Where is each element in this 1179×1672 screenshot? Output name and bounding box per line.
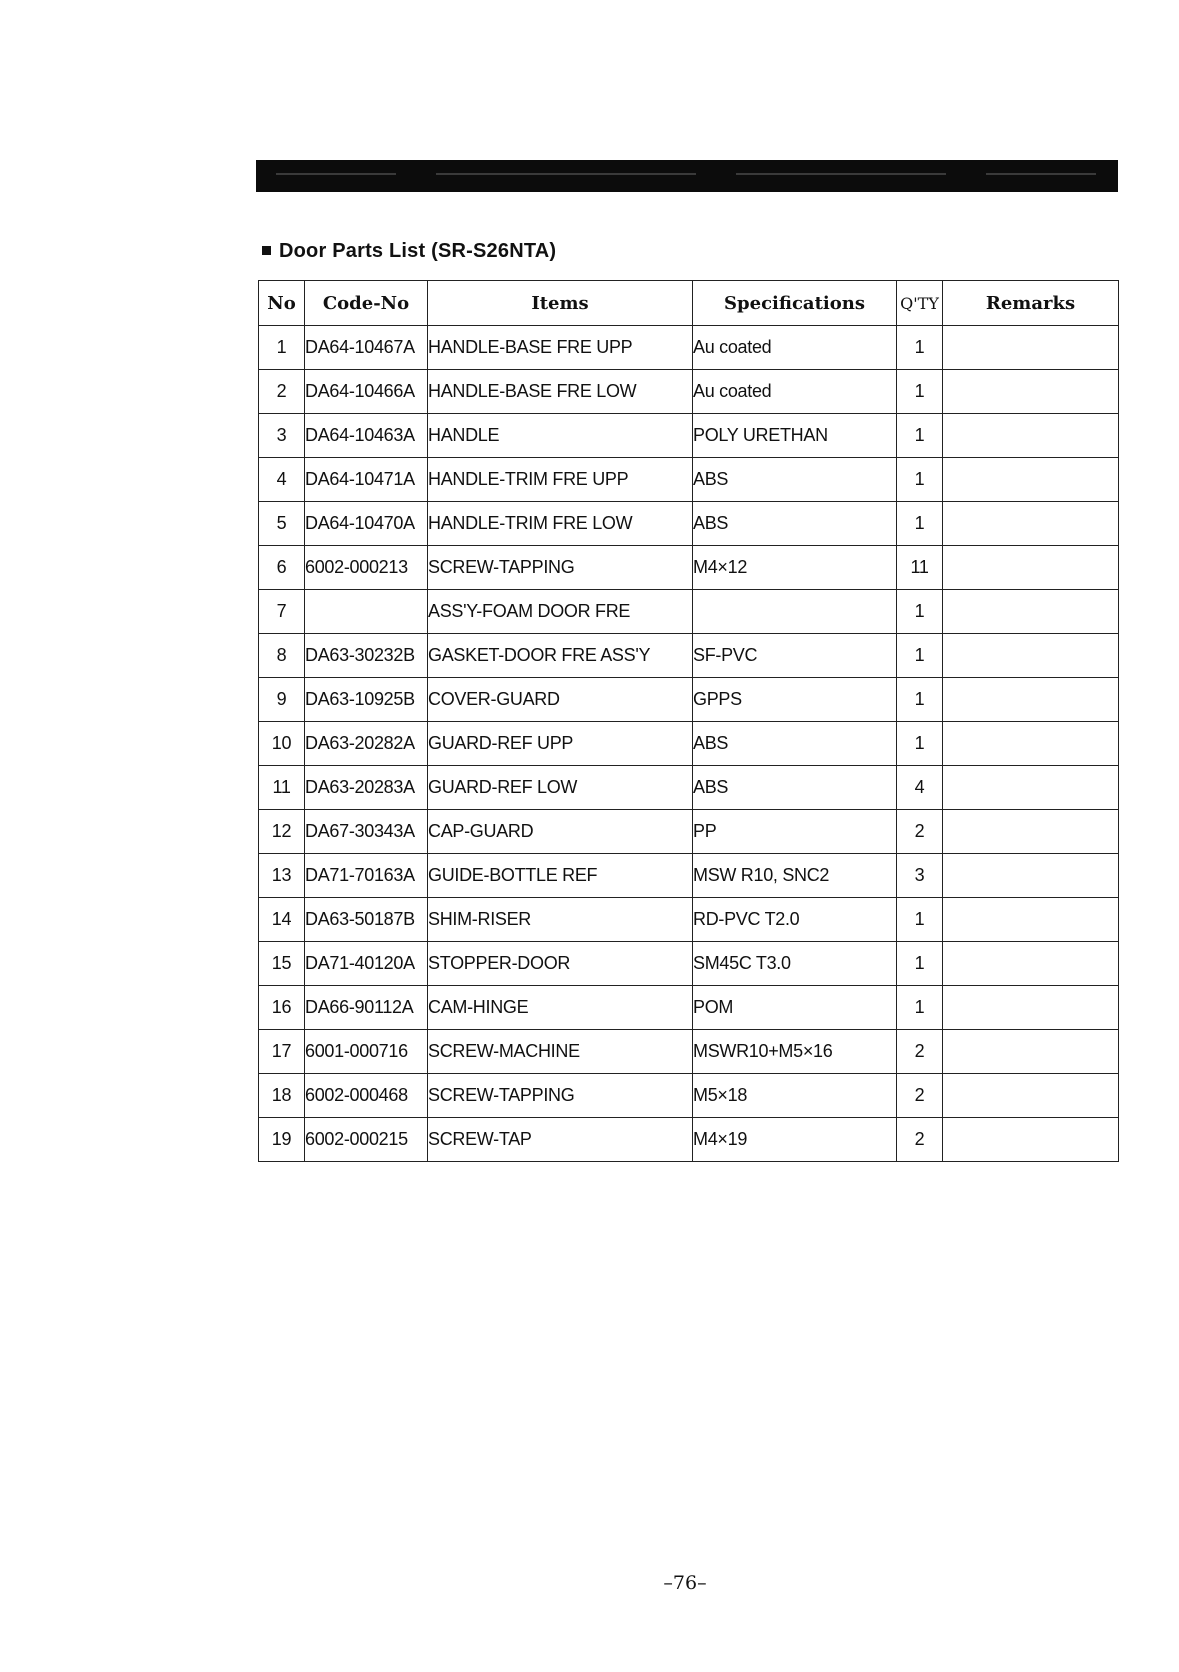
code-number-cell: DA63-20282A (305, 722, 428, 766)
row-number-cell: 1 (259, 326, 305, 370)
item-name-cell: HANDLE-TRIM FRE LOW (428, 502, 693, 546)
table-row (259, 1074, 1119, 1118)
table-row (259, 502, 1119, 546)
table-row (259, 898, 1119, 942)
table-row (259, 1118, 1119, 1162)
table-row (259, 414, 1119, 458)
code-number-cell: 6002-000215 (305, 1118, 428, 1162)
column-header-qty: Q'TY (897, 281, 943, 326)
row-number-cell: 18 (259, 1074, 305, 1118)
table-row (259, 986, 1119, 1030)
column-header-code: Code-No (305, 281, 428, 326)
row-number-cell: 11 (259, 766, 305, 810)
remarks-cell (943, 1074, 1119, 1118)
quantity-cell: 1 (897, 942, 943, 986)
specification-cell: POM (693, 986, 897, 1030)
specification-cell: ABS (693, 722, 897, 766)
item-name-cell: CAM-HINGE (428, 986, 693, 1030)
quantity-cell: 4 (897, 766, 943, 810)
item-name-cell: ASS'Y-FOAM DOOR FRE (428, 590, 693, 634)
quantity-cell: 1 (897, 678, 943, 722)
table-row (259, 546, 1119, 590)
item-name-cell: GUARD-REF LOW (428, 766, 693, 810)
item-name-cell: HANDLE-TRIM FRE UPP (428, 458, 693, 502)
specification-cell: SM45C T3.0 (693, 942, 897, 986)
table-row (259, 1030, 1119, 1074)
code-number-cell: DA67-30343A (305, 810, 428, 854)
table-row (259, 458, 1119, 502)
row-number-cell: 19 (259, 1118, 305, 1162)
quantity-cell: 1 (897, 722, 943, 766)
code-number-cell: DA64-10471A (305, 458, 428, 502)
specification-cell (693, 590, 897, 634)
table-row (259, 326, 1119, 370)
table-row (259, 810, 1119, 854)
remarks-cell (943, 1030, 1119, 1074)
row-number-cell: 16 (259, 986, 305, 1030)
table-row (259, 854, 1119, 898)
quantity-cell: 1 (897, 898, 943, 942)
quantity-cell: 1 (897, 370, 943, 414)
row-number-cell: 8 (259, 634, 305, 678)
item-name-cell: COVER-GUARD (428, 678, 693, 722)
remarks-cell (943, 370, 1119, 414)
table-row (259, 722, 1119, 766)
item-name-cell: SCREW-MACHINE (428, 1030, 693, 1074)
row-number-cell: 10 (259, 722, 305, 766)
row-number-cell: 12 (259, 810, 305, 854)
quantity-cell: 1 (897, 590, 943, 634)
item-name-cell: HANDLE-BASE FRE UPP (428, 326, 693, 370)
column-header-items: Items (428, 281, 693, 326)
column-header-remarks: Remarks (943, 281, 1119, 326)
row-number-cell: 4 (259, 458, 305, 502)
code-number-cell: DA71-40120A (305, 942, 428, 986)
table-row (259, 678, 1119, 722)
row-number-cell: 13 (259, 854, 305, 898)
specification-cell: Au coated (693, 326, 897, 370)
specification-cell: M5×18 (693, 1074, 897, 1118)
quantity-cell: 2 (897, 1030, 943, 1074)
quantity-cell: 2 (897, 810, 943, 854)
specification-cell: SF-PVC (693, 634, 897, 678)
specification-cell: MSW R10, SNC2 (693, 854, 897, 898)
row-number-cell: 6 (259, 546, 305, 590)
item-name-cell: STOPPER-DOOR (428, 942, 693, 986)
remarks-cell (943, 986, 1119, 1030)
quantity-cell: 2 (897, 1118, 943, 1162)
code-number-cell: 6002-000468 (305, 1074, 428, 1118)
item-name-cell: SCREW-TAP (428, 1118, 693, 1162)
page-number: –76– (663, 1572, 707, 1594)
code-number-cell: DA66-90112A (305, 986, 428, 1030)
remarks-cell (943, 502, 1119, 546)
remarks-cell (943, 898, 1119, 942)
quantity-cell: 1 (897, 502, 943, 546)
bullet-square-icon (262, 246, 271, 255)
specification-cell: RD-PVC T2.0 (693, 898, 897, 942)
quantity-cell: 1 (897, 458, 943, 502)
table-row (259, 590, 1119, 634)
code-number-cell: 6001-000716 (305, 1030, 428, 1074)
quantity-cell: 1 (897, 414, 943, 458)
remarks-cell (943, 810, 1119, 854)
row-number-cell: 9 (259, 678, 305, 722)
code-number-cell: DA63-50187B (305, 898, 428, 942)
specification-cell: M4×12 (693, 546, 897, 590)
specification-cell: POLY URETHAN (693, 414, 897, 458)
specification-cell: PP (693, 810, 897, 854)
table-row (259, 766, 1119, 810)
remarks-cell (943, 458, 1119, 502)
row-number-cell: 7 (259, 590, 305, 634)
header-bar-texture (736, 173, 946, 175)
code-number-cell: DA63-20283A (305, 766, 428, 810)
specification-cell: GPPS (693, 678, 897, 722)
table-row (259, 634, 1119, 678)
remarks-cell (943, 942, 1119, 986)
item-name-cell: SCREW-TAPPING (428, 546, 693, 590)
specification-cell: ABS (693, 458, 897, 502)
specification-cell: ABS (693, 502, 897, 546)
quantity-cell: 2 (897, 1074, 943, 1118)
item-name-cell: GUARD-REF UPP (428, 722, 693, 766)
table-row (259, 370, 1119, 414)
remarks-cell (943, 326, 1119, 370)
code-number-cell: DA64-10467A (305, 326, 428, 370)
item-name-cell: HANDLE-BASE FRE LOW (428, 370, 693, 414)
remarks-cell (943, 722, 1119, 766)
quantity-cell: 11 (897, 546, 943, 590)
row-number-cell: 14 (259, 898, 305, 942)
code-number-cell (305, 590, 428, 634)
header-bar-texture (986, 173, 1096, 175)
remarks-cell (943, 414, 1119, 458)
section-header-bar (256, 160, 1118, 192)
column-header-no: No (259, 281, 305, 326)
quantity-cell: 1 (897, 326, 943, 370)
code-number-cell: DA64-10470A (305, 502, 428, 546)
remarks-cell (943, 766, 1119, 810)
code-number-cell: DA64-10463A (305, 414, 428, 458)
code-number-cell: 6002-000213 (305, 546, 428, 590)
row-number-cell: 15 (259, 942, 305, 986)
item-name-cell: GUIDE-BOTTLE REF (428, 854, 693, 898)
code-number-cell: DA71-70163A (305, 854, 428, 898)
row-number-cell: 3 (259, 414, 305, 458)
remarks-cell (943, 590, 1119, 634)
row-number-cell: 5 (259, 502, 305, 546)
row-number-cell: 17 (259, 1030, 305, 1074)
item-name-cell: HANDLE (428, 414, 693, 458)
specification-cell: MSWR10+M5×16 (693, 1030, 897, 1074)
specification-cell: M4×19 (693, 1118, 897, 1162)
remarks-cell (943, 854, 1119, 898)
quantity-cell: 1 (897, 634, 943, 678)
table-header-row (259, 281, 1119, 326)
item-name-cell: GASKET-DOOR FRE ASS'Y (428, 634, 693, 678)
section-title-text: Door Parts List (SR-S26NTA) (279, 240, 557, 262)
code-number-cell: DA63-10925B (305, 678, 428, 722)
section-title (262, 240, 556, 263)
remarks-cell (943, 678, 1119, 722)
parts-table (258, 280, 1119, 1162)
column-header-specifications: Specifications (693, 281, 897, 326)
specification-cell: Au coated (693, 370, 897, 414)
parts-table-body (259, 326, 1119, 1162)
row-number-cell: 2 (259, 370, 305, 414)
quantity-cell: 3 (897, 854, 943, 898)
remarks-cell (943, 634, 1119, 678)
item-name-cell: SCREW-TAPPING (428, 1074, 693, 1118)
header-bar-texture (436, 173, 696, 175)
remarks-cell (943, 1118, 1119, 1162)
table-row (259, 942, 1119, 986)
code-number-cell: DA64-10466A (305, 370, 428, 414)
remarks-cell (943, 546, 1119, 590)
item-name-cell: SHIM-RISER (428, 898, 693, 942)
item-name-cell: CAP-GUARD (428, 810, 693, 854)
header-bar-texture (276, 173, 396, 175)
specification-cell: ABS (693, 766, 897, 810)
quantity-cell: 1 (897, 986, 943, 1030)
code-number-cell: DA63-30232B (305, 634, 428, 678)
